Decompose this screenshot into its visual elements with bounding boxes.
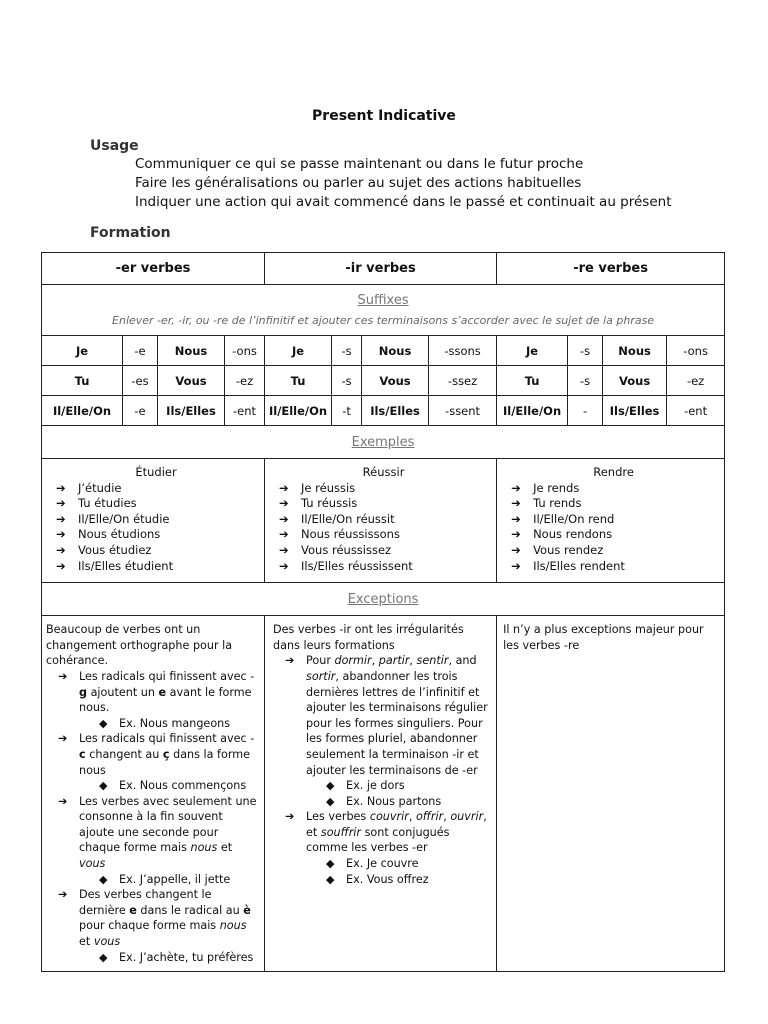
usage-heading: Usage	[90, 138, 139, 154]
list-item: ➔ Nous réussissons	[279, 527, 400, 542]
list-item: ◆ Ex. je dors	[326, 779, 405, 793]
suffixes-note: Enlever -er, -ir, ou -re de l’infinitif et ajouter ces terminaisons s’accorder avec le sujet de la phrase	[112, 314, 655, 327]
list-item: ➔ Ils/Elles réussissent	[279, 558, 413, 573]
list-item: ➔ J’étudie	[56, 480, 122, 495]
arrow-icon: ➔	[56, 558, 66, 573]
list-item: ◆ Ex. Nous commençons	[99, 779, 247, 793]
arrow-icon: ➔	[511, 480, 521, 495]
pronoun: Il/Elle/On	[497, 396, 568, 426]
diamond-icon: ◆	[326, 872, 335, 886]
list-item: ◆ Ex. Nous partons	[326, 794, 442, 808]
exceptions-intro: Des verbes -ir ont les irrégularités dans leurs formations	[273, 623, 464, 652]
pronoun: Nous	[158, 336, 225, 366]
arrow-icon: ➔	[279, 527, 289, 542]
suffix-row	[42, 396, 725, 426]
ending: -ssez	[429, 366, 497, 396]
header-er: -er verbes	[42, 253, 265, 285]
list-item: ➔ Tu étudies	[56, 496, 137, 511]
arrow-icon: ➔	[56, 511, 66, 526]
list-item: ◆ Ex. Je couvre	[326, 857, 419, 871]
list-item: ➔ Tu rends	[511, 496, 582, 511]
list-item: ➔ Nous rendons	[511, 527, 613, 542]
list-item: ➔ Vous réussissez	[279, 542, 392, 557]
exceptions-intro: Beaucoup de verbes ont un changement orthographe pour la cohérance.	[46, 623, 233, 668]
pronoun: Je	[42, 336, 123, 366]
pronoun: Ils/Elles	[603, 396, 667, 426]
exceptions-ir	[265, 616, 497, 972]
list-item: ➔ Nous étudions	[56, 527, 161, 542]
arrow-icon: ➔	[511, 496, 521, 511]
exceptions-er	[42, 616, 265, 972]
arrow-icon: ➔	[279, 558, 289, 573]
examples-title: Exemples	[42, 426, 725, 459]
arrow-icon: ➔	[285, 810, 295, 824]
exceptions-re	[497, 616, 725, 972]
list-item: ➔ Les verbes avec seulement une consonne à la fin souvent ajoute une seconde pour chaque forme mais nous et vous ◆ Ex. J’appelle, il jette	[46, 794, 260, 888]
diamond-icon: ◆	[99, 872, 108, 886]
arrow-icon: ➔	[279, 542, 289, 557]
arrow-icon: ➔	[279, 480, 289, 495]
list-item: ➔ Tu réussis	[279, 496, 358, 511]
ending: -s	[332, 336, 362, 366]
list-item: ➔ Il/Elle/On réussit	[279, 511, 395, 526]
example-re	[497, 459, 725, 583]
conjugation-table	[41, 252, 725, 972]
pronoun: Tu	[42, 366, 123, 396]
example-ir	[265, 459, 497, 583]
ending: -ons	[667, 336, 725, 366]
diamond-icon: ◆	[99, 716, 108, 730]
list-item: ➔ Les radicals qui finissent avec -c changent au ç dans la forme nous ◆ Ex. Nous commençons	[46, 731, 260, 793]
list-item: ➔ Vous rendez	[511, 542, 604, 557]
arrow-icon: ➔	[511, 542, 521, 557]
list-item: ➔ Vous étudiez	[56, 542, 152, 557]
diamond-icon: ◆	[326, 779, 335, 793]
list-item: ➔ Je rends	[511, 480, 580, 495]
arrow-icon: ➔	[58, 888, 68, 902]
pronoun: Je	[265, 336, 332, 366]
diamond-icon: ◆	[326, 857, 335, 871]
usage-line: Communiquer ce qui se passe maintenant ou dans le futur proche	[135, 156, 584, 172]
list-item: ➔ Ils/Elles rendent	[511, 558, 625, 573]
ending: -s	[568, 366, 603, 396]
ending: -ssons	[429, 336, 497, 366]
pronoun: Vous	[362, 366, 429, 396]
suffix-row	[42, 336, 725, 366]
ending: -ent	[225, 396, 265, 426]
arrow-icon: ➔	[58, 794, 68, 808]
arrow-icon: ➔	[56, 542, 66, 557]
page-title: Present Indicative	[312, 108, 456, 124]
arrow-icon: ➔	[511, 527, 521, 542]
pronoun: Nous	[603, 336, 667, 366]
pronoun: Tu	[497, 366, 568, 396]
pronoun: Il/Elle/On	[265, 396, 332, 426]
arrow-icon: ➔	[56, 480, 66, 495]
list-item: ➔ Les radicals qui finissent avec -g ajoutent un e avant le forme nous. ◆ Ex. Nous mangeons	[46, 669, 260, 731]
example-verb: Réussir	[362, 465, 405, 479]
list-item: ➔ Pour dormir, partir, sentir, and sortir, abandonner les trois dernières lettres de l’infinitif et ajouter les terminaisons régulier pour les formes singuliers. Pour les formes pluriel, abandonner seulement la terminaison -ir et ajouter les terminaisons de -er ◆ Ex. je dors ◆ Ex. Nous partons	[273, 653, 492, 809]
ending: -es	[123, 366, 158, 396]
exceptions-title: Exceptions	[42, 583, 725, 616]
ending: -s	[332, 366, 362, 396]
header-ir: -ir verbes	[265, 253, 497, 285]
list-item: ➔ Je réussis	[279, 480, 356, 495]
diamond-icon: ◆	[326, 794, 335, 808]
ending: -e	[123, 396, 158, 426]
pronoun: Nous	[362, 336, 429, 366]
arrow-icon: ➔	[56, 496, 66, 511]
arrow-icon: ➔	[279, 511, 289, 526]
arrow-icon: ➔	[279, 496, 289, 511]
arrow-icon: ➔	[511, 511, 521, 526]
ending: -ez	[667, 366, 725, 396]
arrow-icon: ➔	[58, 732, 68, 746]
ending: -	[568, 396, 603, 426]
diamond-icon: ◆	[99, 779, 108, 793]
pronoun: Tu	[265, 366, 332, 396]
usage-line: Faire les généralisations ou parler au sujet des actions habituelles	[135, 175, 582, 191]
ending: -ssent	[429, 396, 497, 426]
ending: -e	[123, 336, 158, 366]
example-verb: Étudier	[135, 465, 177, 479]
pronoun: Il/Elle/On	[42, 396, 123, 426]
ending: -ent	[667, 396, 725, 426]
formation-heading: Formation	[90, 225, 171, 241]
suffix-row	[42, 366, 725, 396]
header-re: -re verbes	[497, 253, 725, 285]
ending: -t	[332, 396, 362, 426]
diamond-icon: ◆	[99, 950, 108, 964]
arrow-icon: ➔	[58, 669, 68, 683]
list-item: ➔ Les verbes couvrir, offrir, ouvrir, et souffrir sont conjugués comme les verbes -er ◆ Ex. Je couvre ◆ Ex. Vous offrez	[273, 809, 492, 887]
pronoun: Je	[497, 336, 568, 366]
pronoun: Vous	[158, 366, 225, 396]
example-er	[42, 459, 265, 583]
list-item: ◆ Ex. J’achète, tu préfères	[99, 950, 254, 964]
list-item: ➔ Ils/Elles étudient	[56, 558, 174, 573]
list-item: ◆ Ex. Vous offrez	[326, 872, 429, 886]
ending: -ons	[225, 336, 265, 366]
arrow-icon: ➔	[285, 654, 295, 668]
list-item: ➔ Il/Elle/On étudie	[56, 511, 170, 526]
usage-line: Indiquer une action qui avait commencé dans le passé et continuait au présent	[135, 194, 672, 210]
list-item: ◆ Ex. Nous mangeons	[99, 716, 231, 730]
pronoun: Ils/Elles	[158, 396, 225, 426]
pronoun: Vous	[603, 366, 667, 396]
pronoun: Ils/Elles	[362, 396, 429, 426]
suffixes-title: Suffixes	[357, 293, 409, 308]
ending: -s	[568, 336, 603, 366]
ending: -ez	[225, 366, 265, 396]
list-item: ➔ Il/Elle/On rend	[511, 511, 615, 526]
exceptions-re-text: Il n’y a plus exceptions majeur pour les verbes -re	[503, 623, 704, 652]
list-item: ◆ Ex. J’appelle, il jette	[99, 872, 231, 886]
list-item: ➔ Des verbes changent le dernière e dans le radical au è pour chaque forme mais nous et vous ◆ Ex. J’achète, tu préfères	[46, 887, 260, 965]
example-verb: Rendre	[593, 465, 634, 479]
arrow-icon: ➔	[56, 527, 66, 542]
arrow-icon: ➔	[511, 558, 521, 573]
